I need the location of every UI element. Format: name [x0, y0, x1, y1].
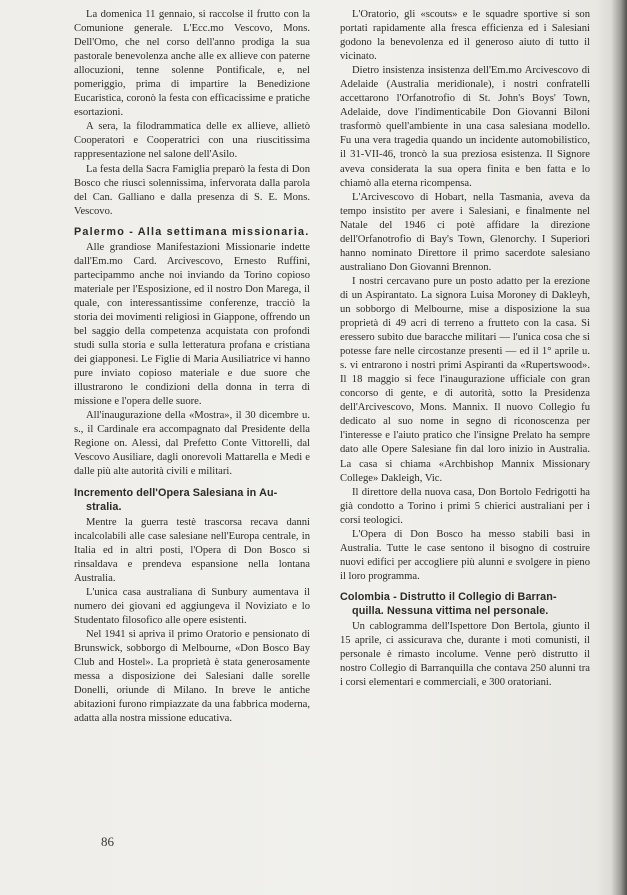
left-column — [74, 8, 310, 726]
paragraph: Un cablogramma dell'Ispettore Don Bertola, giunto il 15 aprile, ci assicurava che, durante i moti comunisti, il personale è rimasto incolume. Venne però distrutto il nostro Collegio di Barranquilla che contava 250 alunni tra i corsi elementari e commerciali, e 300 oratoriani. — [340, 620, 590, 689]
paragraph: Dietro insistenza insistenza dell'Em.mo Arcivescovo di Adelaide (Australia meridionale), i nostri confratelli accettarono l'Orfanotrofio di St. John's Boys' Town, Adelaide, dove l'indimenticabile Don Giovanni Biloni trasformò quell'ambiente in una casa salesiana modello. Fu una vera tragedia quando un incidente automobilistico, il 31-VII-46, troncò la sua preziosa esistenza. Il Signore aveva considerata la sua opera finita e ben fatta e lo chiamò alla eterna ricompensa. — [340, 65, 590, 189]
heading-line: quilla. Nessuna vittima nel personale. — [352, 604, 549, 617]
heading-line: Incremento dell'Opera Salesiana in Au- — [74, 486, 278, 499]
paragraph: L'Arcivescovo di Hobart, nella Tasmania, aveva da tempo insistito per avere i Salesiani, e finalmente nel Natale del 1946 ci potè affidare la direzione dell'Orfanotrofio di Bay's Town, Glenorchy. I Superiori hanno nominato Direttore il primo sacerdote salesiano australiano Don Giovanni Brennon. — [340, 191, 590, 273]
paragraph: Alle grandiose Manifestazioni Missionarie indette dall'Em.mo Card. Arcivescovo, Ernesto Ruffini, partecipammo anche noi inviando da Torino copioso materiale per l'Esposizione, ed il nostro Don Marega, il quale, con interessantissime conferenze, tracciò la storia dei movimenti religiosi in Giappone, offrendo un bel saggio della competenza acquistata con profondi studi sulla storia e sulla letteratura profana e cristiana dei giapponesi. Le Figlie di Maria Ausiliatrice vi hanno pure inviato copioso materiale e due suore che illustrarono le condizioni della donna in terra di missione e l'opera delle suore. — [74, 241, 310, 408]
paragraph: L'unica casa australiana di Sunbury aumentava il numero dei giovani ed aggiungeva il Noviziato e lo Studentato filosofico alle opere esistenti. — [74, 586, 310, 626]
paragraph: L'Opera di Don Bosco ha messo stabili basi in Australia. Tutte le case sentono il bisogno di costruire nuovi edifici per accogliere più alunni e svolgere in pieno il loro programma. — [340, 528, 590, 582]
paragraph: L'Oratorio, gli «scouts» e le squadre sportive si son portati rapidamente alla fresca efficienza ed i Salesiani godono la benevolenza ed il generoso aiuto di tutto il vicinato. — [340, 9, 590, 63]
paragraph: La festa della Sacra Famiglia preparò la festa di Don Bosco che riuscì solennissima, infervorata dalla parola del Can. Galliano e dalla presenza di S. E. Mons. Vescovo. — [74, 163, 310, 217]
paragraph: I nostri cercavano pure un posto adatto per la erezione di un Aspirantato. La signora Luisa Moroney di Dakleyh, un sobborgo di Melbourne, mise a disposizione la sua proprietà di 49 acri di terreno a frutteto con la casa. Si eressero subito due baracche militari — l'unica cosa che si potesse fare nelle circostanze presenti — ed il 1° aprile u. s. vi entrarono i nostri primi Aspiranti da «Rupertswood». Il 18 maggio si fece l'inaugurazione ufficiale con gran concorso di gente, e di autorità, sotto la Presidenza dell'Arcivescovo, Mons. Mannix. Il nuovo Collegio fu dedicato al suo nome in segno di riconoscenza per l'interesse e l'aiuto pratico che l'insigne Prelato ha sempre dato alle Opere Salesiane fin dal loro inizio in Australia. La casa si chiama «Archbishop Mannix Missionary College» Dakleigh, Vic. — [340, 275, 590, 484]
paragraph: Nel 1941 si apriva il primo Oratorio e pensionato di Brunswick, sobborgo di Melbourne, «Don Bosco Bay Club and Hostel». La proprietà è stata generosamente messa a disposizione dei Salesiani dalle sorelle Donelli, oriunde di Milano. In breve le antiche abitazioni furono rimpiazzate da una fabbrica moderna, adatta alla nostra missione educativa. — [74, 628, 310, 725]
paragraph: A sera, la filodrammatica delle ex allieve, allietò Cooperatori e Cooperatrici con una riuscitissima rappresentazione nel salone dell'Asilo. — [74, 121, 310, 161]
right-column — [340, 8, 590, 690]
section-heading-australia — [74, 486, 310, 514]
section-heading-colombia — [340, 590, 590, 618]
page-number: 86 — [101, 834, 114, 849]
paragraph: Il direttore della nuova casa, Don Bortolo Fedrigotti ha già condotto a Torino i primi 5 chierici australiani per i corsi teologici. — [340, 486, 590, 526]
section-heading-palermo: Palermo - Alla settimana missionaria. — [74, 225, 310, 238]
heading-line: stralia. — [86, 500, 122, 513]
page-binding-shadow — [611, 0, 627, 895]
paragraph: La domenica 11 gennaio, si raccolse il frutto con la Comunione generale. L'Ecc.mo Vescovo, Mons. Dell'Omo, che nel corso dell'anno prodiga la sua pastorale benevolenza anche alle ex allieve con paterne allocuzioni, tenne solenne Pontificale, e, nel pomeriggio, prima di impartire la Benedizione Eucaristica, coronò la festa con efficacissime e pratiche esortazioni. — [74, 9, 310, 119]
paragraph: All'inaugurazione della «Mostra», il 30 dicembre u. s., il Cardinale era accompagnato dal Presidente della Regione on. Alessi, dal Prefetto Conte Vittorelli, dal Vescovo Ausiliare, dagli onorevoli Mattarella e Medi e dalle più alte autorità civili e militari. — [74, 410, 310, 478]
heading-line: Colombia - Distrutto il Collegio di Barran- — [340, 590, 557, 603]
paragraph: Mentre la guerra testè trascorsa recava danni incalcolabili alle case salesiane nell'Europa centrale, in Italia ed in altri posti, l'Opera di Don Bosco si rinsaldava e prendeva espansione nella lontana Australia. — [74, 516, 310, 584]
